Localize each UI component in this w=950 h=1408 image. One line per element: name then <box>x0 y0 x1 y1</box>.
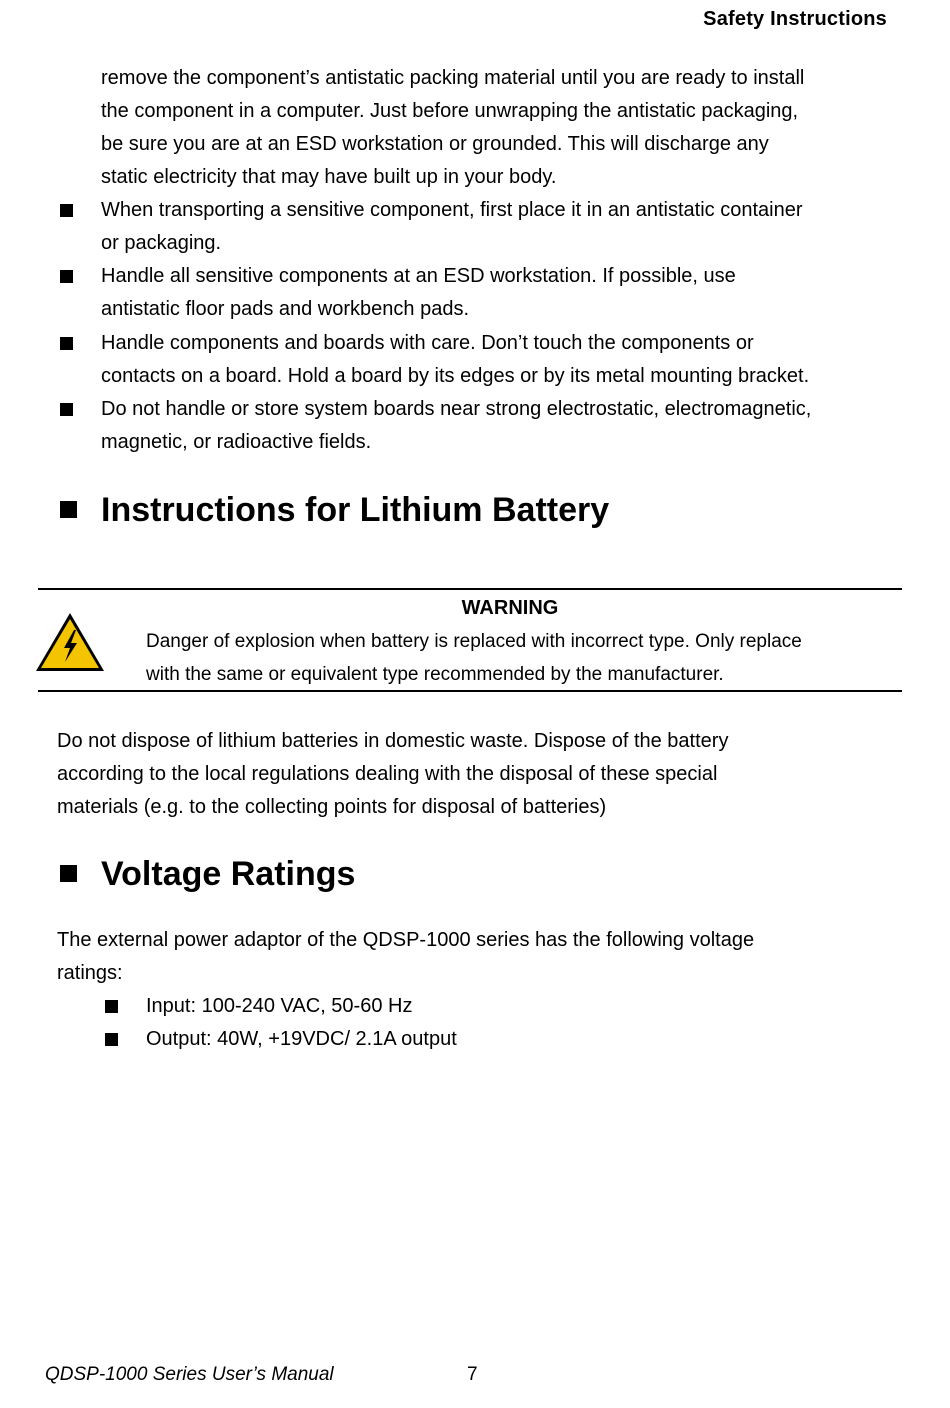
square-bullet-icon <box>60 204 73 217</box>
list-item-line: antistatic floor pads and workbench pads. <box>101 298 469 320</box>
list-item-line: Handle all sensitive components at an ESD workstation. If possible, use <box>101 265 736 287</box>
warning-bottom-rule <box>38 690 902 692</box>
warning-text-line: with the same or equivalent type recommended by the manufacturer. <box>146 664 724 685</box>
warning-text-line: Danger of explosion when battery is replaced with incorrect type. Only replace <box>146 631 802 652</box>
voltage-item: Output: 40W, +19VDC/ 2.1A output <box>146 1028 457 1050</box>
list-item-line: Handle components and boards with care. Don’t touch the components or <box>101 332 754 354</box>
battery-body-line: according to the local regulations dealing with the disposal of these special <box>57 763 718 785</box>
square-bullet-icon <box>60 865 77 882</box>
square-bullet-icon <box>60 501 77 518</box>
continuation-line: remove the component’s antistatic packing material until you are ready to install <box>101 67 805 89</box>
section-heading: Instructions for Lithium Battery <box>101 491 610 529</box>
high-voltage-warning-icon <box>34 610 106 674</box>
continuation-line: be sure you are at an ESD workstation or grounded. This will discharge any <box>101 133 769 155</box>
square-bullet-icon <box>105 1000 118 1013</box>
section-heading: Voltage Ratings <box>101 855 356 893</box>
square-bullet-icon <box>60 337 73 350</box>
voltage-intro-line: ratings: <box>57 962 123 984</box>
list-item-line: When transporting a sensitive component, first place it in an antistatic container <box>101 199 803 221</box>
square-bullet-icon <box>60 270 73 283</box>
warning-top-rule <box>38 588 902 590</box>
footer-page-number: 7 <box>467 1364 478 1385</box>
voltage-intro-line: The external power adaptor of the QDSP-1000 series has the following voltage <box>57 929 755 951</box>
continuation-line: the component in a computer. Just before unwrapping the antistatic packaging, <box>101 100 799 122</box>
square-bullet-icon <box>105 1033 118 1046</box>
footer-manual-title: QDSP-1000 Series User’s Manual <box>45 1364 334 1385</box>
battery-body-line: materials (e.g. to the collecting points for disposal of batteries) <box>57 796 607 818</box>
list-item-line: contacts on a board. Hold a board by its edges or by its metal mounting bracket. <box>101 365 810 387</box>
battery-body-line: Do not dispose of lithium batteries in domestic waste. Dispose of the battery <box>57 730 729 752</box>
list-item-line: Do not handle or store system boards near strong electrostatic, electromagnetic, <box>101 398 812 420</box>
list-item-line: magnetic, or radioactive fields. <box>101 431 372 453</box>
list-item-line: or packaging. <box>101 232 222 254</box>
warning-title: WARNING <box>461 597 559 619</box>
continuation-line: static electricity that may have built up in your body. <box>101 166 557 188</box>
square-bullet-icon <box>60 403 73 416</box>
page-header-title: Safety Instructions <box>703 8 887 30</box>
voltage-item: Input: 100-240 VAC, 50-60 Hz <box>146 995 413 1017</box>
